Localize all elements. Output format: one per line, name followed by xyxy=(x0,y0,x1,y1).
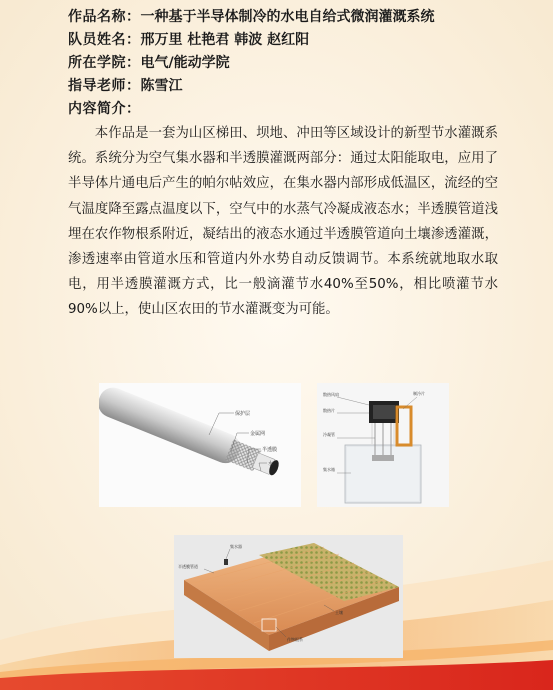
advisor-row xyxy=(68,75,538,98)
field-label-roots: 作物根系 xyxy=(287,637,303,642)
pipe-label-membrane: 半透膜 xyxy=(262,447,278,453)
advisor-value: 陈雪江 xyxy=(140,78,183,94)
team-members-row xyxy=(68,29,538,52)
field-layout-figure xyxy=(174,535,403,658)
pipe-label-metal-mesh: 金属网 xyxy=(250,431,266,437)
project-title-label: 作品名称： xyxy=(68,9,141,25)
team-members-label: 队员姓名： xyxy=(68,32,141,48)
collector-label-tank: 集水箱 xyxy=(323,467,335,472)
field-label-soil: 土壤 xyxy=(335,610,343,615)
advisor-label: 指导老师： xyxy=(68,78,141,94)
intro-label: 内容简介： xyxy=(68,101,141,117)
pipe-label-protective-layer: 保护层 xyxy=(235,411,251,417)
water-collector-figure xyxy=(317,383,449,507)
pipe-structure-illustration xyxy=(99,383,301,507)
project-description: 本作品是一套为山区梯田、坝地、冲田等区域设计的新型节水灌溉系统。系统分为空气集水器和半透膜灌溉两部分：通过太阳能取电，应用了半导体片通电后产生的帕尔帖效应，在集水器内部形成低温区，流经的空气温度降至露点温度以下，空气中的水蒸气冷凝成液态水；半透膜管道浅埋在农作物根系附近，凝结出的液态水通过半透膜管道向土壤渗透灌溉，渗透速率由管道水压和管道内外水势自动反馈调节。本系统就地取水取电，用半透膜灌溉方式，比一般滴灌节水40%至50%，相比喷灌节水90%以上，使山区农田的节水灌溉变为可能。 xyxy=(68,126,498,318)
water-collector-illustration xyxy=(317,383,449,507)
pipe-label-water: 水 xyxy=(268,461,274,467)
collector-label-heatsink: 散热片 xyxy=(323,408,335,413)
intro-heading xyxy=(68,98,538,121)
collector-label-condenser: 冷凝管 xyxy=(323,432,335,437)
school-label: 所在学院： xyxy=(68,55,141,71)
team-members-value: 邢万里 杜艳君 韩波 赵红阳 xyxy=(140,32,310,48)
project-info xyxy=(68,6,538,121)
field-layout-illustration xyxy=(174,535,403,658)
project-title-row xyxy=(68,6,538,29)
project-title-value: 一种基于半导体制冷的水电自给式微润灌溉系统 xyxy=(140,9,435,25)
collector-label-fan: 散热风扇 xyxy=(323,392,339,397)
field-label-pipe: 半透膜管道 xyxy=(178,564,198,569)
field-label-collector: 集水器 xyxy=(230,544,242,549)
pipe-structure-figure xyxy=(99,383,301,507)
collector-label-peltier: 制冷片 xyxy=(413,391,425,396)
school-value: 电气/能动学院 xyxy=(140,55,230,71)
school-row xyxy=(68,52,538,75)
